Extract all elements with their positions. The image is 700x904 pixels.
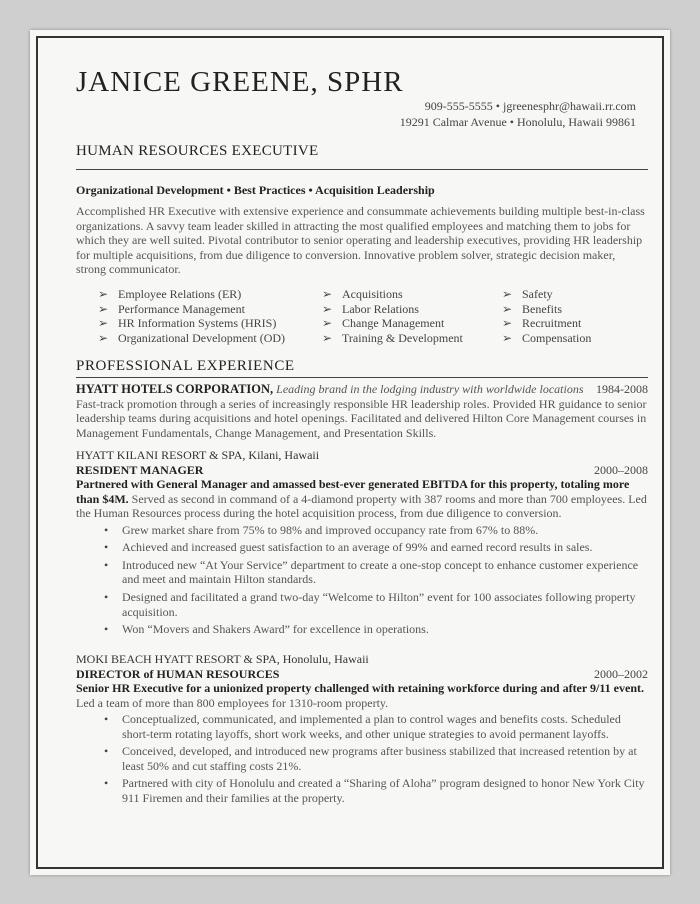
achievement-item: • Achieved and increased guest satisfaction to an average of 99% and earned record results in sales.: [122, 540, 648, 555]
employer-header: [76, 382, 648, 397]
professional-title: HUMAN RESOURCES EXECUTIVE: [76, 143, 319, 159]
employer-tagline: Leading brand in the lodging industry with worldwide locations: [276, 382, 584, 396]
achievement-item: • Grew market share from 75% to 98% and improved occupancy rate from 67% to 88%.: [122, 523, 648, 538]
contact-info: [400, 98, 636, 130]
role-title: RESIDENT MANAGER: [76, 462, 204, 477]
achievement-item: • Conceptualized, communicated, and implemented a plan to control wages and benefits costs. Scheduled short-term rotating layoffs, short work weeks, and other unique strategies to avoid permanent layoffs.: [122, 712, 648, 741]
employment-dates: 1984-2008: [596, 382, 648, 396]
contact-address: 19291 Calmar Avenue • Honolulu, Hawaii 99861: [399, 115, 636, 129]
skill-item: ➢ Safety: [502, 287, 553, 301]
candidate-name: JANICE GREENE, SPHR: [76, 66, 404, 98]
achievement-item: • Partnered with city of Honolulu and created a “Sharing of Aloha” program designed to honor New York City 911 Firemen and their families at the property.: [122, 776, 648, 805]
skill-item: ➢ Change Management: [322, 316, 445, 330]
skill-item: ➢ Organizational Development (OD): [98, 330, 286, 345]
position-moki: [76, 652, 648, 809]
achievement-item: • Introduced new “At Your Service” department to create a one-stop concept to enhance customer experience and meet and maintain Hilton standards.: [122, 558, 648, 587]
employer-hyatt: [76, 382, 648, 440]
position-kilani: [76, 448, 648, 640]
experience-divider: [76, 377, 648, 378]
achievement-item: • Conceived, developed, and introduced new programs after business stabilized that increased retention by at least 50% and cut staffing costs 21%.: [122, 744, 648, 773]
skill-item: ➢ HR Information Systems (HRIS): [98, 316, 277, 330]
achievement-item: • Won “Movers and Shakers Award” for excellence in operations.: [122, 622, 648, 637]
role-header: [76, 463, 648, 478]
employer-description: Fast-track promotion through a series of increasingly responsible HR leadership roles. Provided HR guidance to senior leadership teams during acquisitions and hotel openings. Facilitated and delivered Hilton Core Management courses in Management Fundamentals, Change Management, and Presentation Skills.: [76, 396, 647, 440]
employer-name: HYATT HOTELS CORPORATION,: [76, 382, 274, 396]
skill-item: ➢ Employee Relations (ER): [98, 287, 242, 301]
role-highlight: Partnered with General Manager and amassed best-ever generated EBITDA for this property, totaling more than $4M.: [76, 477, 630, 506]
section-heading-experience: PROFESSIONAL EXPERIENCE: [76, 358, 295, 374]
achievement-list: [76, 712, 648, 805]
role-description: [76, 477, 648, 521]
role-detail: Led a team of more than 800 employees for 1310-room property.: [76, 695, 389, 710]
property-name: MOKI BEACH HYATT RESORT & SPA, Honolulu, Hawaii: [76, 652, 369, 666]
profile-summary: Accomplished HR Executive with extensive experience and consummate achievements building multiple best-in-class organizations. A savvy team leader skilled in attracting the most qualified employees and matching them to jobs for which they are well suited. Pivotal contributor to senior operating and leadership executives, providing HR leadership for multiple acquisitions, from due diligence to conversion. Innovative problem solver, strategic decision maker, strong communicator.: [76, 204, 645, 276]
achievement-item: • Designed and facilitated a grand two-day “Welcome to Hilton” event for 100 associates following property acquisition.: [122, 590, 648, 619]
title-divider: [76, 169, 648, 170]
role-dates: 2000–2008: [594, 462, 648, 477]
contact-phone-email: 909-555-5555 • jgreenesphr@hawaii.rr.com: [424, 99, 636, 113]
skill-item: ➢ Recruitment: [502, 316, 582, 330]
resume-document: [30, 30, 670, 875]
skill-item: ➢ Training & Development: [322, 330, 463, 345]
skill-item: ➢ Acquisitions: [322, 287, 403, 301]
role-dates: 2000–2002: [594, 666, 648, 681]
skill-item: ➢ Compensation: [502, 330, 592, 345]
achievement-list: [76, 523, 648, 637]
keywords-line: Organizational Development • Best Practices • Acquisition Leadership: [76, 183, 435, 197]
document-border: [36, 36, 664, 869]
role-description: [76, 681, 648, 710]
skill-item: ➢ Performance Management: [98, 301, 245, 316]
role-title: DIRECTOR of HUMAN RESOURCES: [76, 666, 280, 681]
skill-item: ➢ Labor Relations: [322, 301, 419, 316]
role-highlight: Senior HR Executive for a unionized property challenged with retaining workforce during and after 9/11 event.: [76, 681, 644, 695]
role-detail: Served as second in command of a 4-diamond property with 387 rooms and more than 700 employees. Led the Human Resources process during the hotel acquisition process, from due diligence to conversion.: [76, 491, 647, 520]
skill-item: ➢ Benefits: [502, 301, 562, 316]
role-header: [76, 667, 648, 682]
property-name: HYATT KILANI RESORT & SPA, Kilani, Hawaii: [76, 448, 320, 462]
